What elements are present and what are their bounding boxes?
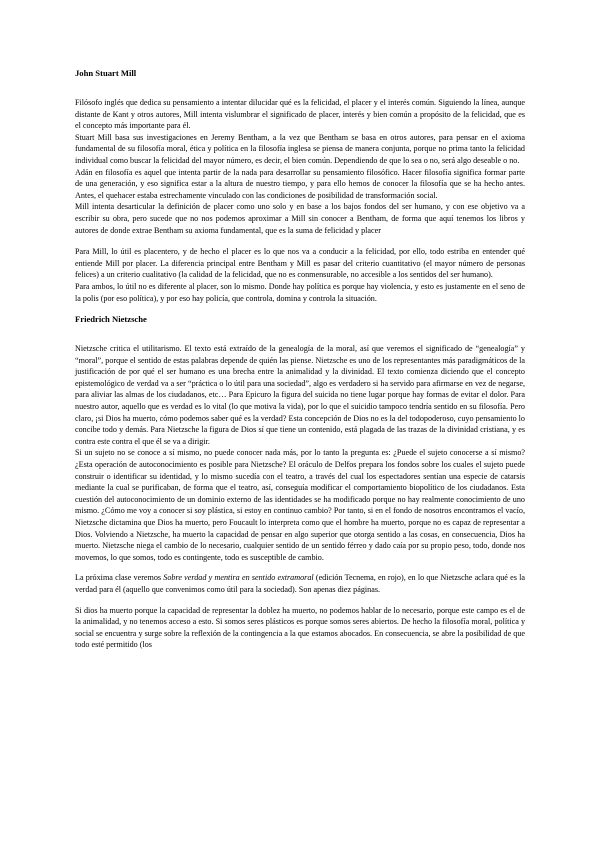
paragraph: Adán en filosofía es aquel que intenta partir de la nada para desarrollar su pensamiento filosófico. Hacer filosofía significa formar parte de una generación, y eso significa estar a la altura de nuestro tiempo, y para ello hemos de conocer la filosofía que se ha hecho antes. Antes, el quehacer estaba estrechamente vinculado con las condiciones de posibilidad de transformación social. <box>75 167 525 200</box>
text-run: La próxima clase veremos <box>75 573 164 583</box>
spacer <box>75 236 525 246</box>
paragraph: Filósofo inglés que dedica su pensamiento a intentar dilucidar qué es la felicidad, el placer y el interés común. Siguiendo la línea, aunque distante de Kant y otros autores, Mill intenta vislumbrar el significado de placer, interés y bien común a propósito de la felicidad, que es el concepto más importante para él. <box>75 98 525 131</box>
paragraph: Para ambos, lo útil no es diferente al placer, son lo mismo. Donde hay política es porque hay violencia, y esto es justamente en el seno de la polis (por eso política), y por eso hay policía, que controla, domina y controla la situación. <box>75 281 525 303</box>
section-heading-nietzsche: Friedrich Nietzsche <box>75 314 147 325</box>
spacer <box>75 304 525 314</box>
paragraph: Si un sujeto no se conoce a sí mismo, no puede conocer nada más, por lo tanto la pregunta es: ¿Puede el sujeto conocerse a sí mismo? ¿Esta operación de autoconocimiento es posible para Nietzsche? El oráculo de Delfos prepara los fondos sobre los cuales el sujeto puede construir o identificar su identidad, y lo mismo sucedía con el teatro, a través del cual los espectadores sentían una especie de catarsis mediante la cual se purificaban, de forma que el teatro, así, conseguía modificar el comportamiento biopolítico de los ciudadanos. Esta cuestión del autoconocimiento de un dominio externo de las identidades se ha modificado porque no hay realmente conocimiento de uno mismo. ¿Cómo me voy a conocer si soy plástica, si estoy en continuo cambio? Por tanto, si en el fondo de nosotros encontramos el vacío, Nietzsche dictamina que Dios ha muerto, pero Foucault lo interpreta como que el hombre ha muerto, porque no es capaz de representar a Dios. Volviendo a Nietzsche, ha muerto la capacidad de pensar en algo superior que otorga sentido a las cosas, en consecuencia, Dios ha muerto. Nietzsche niega el cambio de lo necesario, cualquier sentido de un sentido férreo y dado caía por su propio peso, todo, donde nos movemos, lo que somos, todo es contingente, todo es susceptible de cambio. <box>75 448 525 562</box>
text-run: (edición Tecnema, en rojo), en lo que Nietzsche aclara qué es la verdad para él (aquello que convenimos como útil para la sociedad). Son apenas diez páginas. <box>75 573 525 594</box>
book-title: Sobre verdad y mentira en sentido extramoral <box>163 573 314 583</box>
spacer <box>75 563 525 572</box>
paragraph: Stuart Mill basa sus investigaciones en Jeremy Bentham, a la vez que Bentham se basa en otros autores, para pensar en el axioma fundamental de su filosofía moral, ética y política en la filosofía inglesa se piensa de manera conjunta, porque no prima tanto la felicidad individual como buscar la felicidad del mayor número, es decir, el bien común. Dependiendo de que lo sea o no, será algo deseable o no. <box>75 132 525 165</box>
paragraph: Mill intenta desarticular la definición de placer como uno solo y en base a los bajos fondos del ser humano, y con ese objetivo va a escribir su obra, pero sucede que no nos podemos aproximar a Mill sin conocer a Bentham, de forma que aquí tenemos los libros y autores de donde extrae Bentham su axioma fundamental, que es la suma de felicidad y placer <box>75 202 525 235</box>
paragraph: Para Mill, lo útil es placentero, y de hecho el placer es lo que nos va a conducir a la felicidad, por ello, todo estriba en entender qué entiende Mill por placer. La diferencia principal entre Bentham y Mill es pasar del criterio cuantitativo (el mayor número de personas felices) a un criterio cualitativo (la calidad de la felicidad, que no es conmensurable, no accesible a los sentidos del ser humano). <box>75 247 525 280</box>
paragraph: Si dios ha muerto porque la capacidad de representar la doblez ha muerto, no podemos hablar de lo necesario, porque este campo es el de la animalidad, y no tenemos acceso a esto. Si somos seres plásticos es porque somos seres abiertos. De hecho la filosofía moral, política y social se encuentra y surge sobre la reflexión de la contingencia a la que estamos abocados. En consecuencia, se abre la posibilidad de que todo esté permitido (los <box>75 605 525 650</box>
spacer <box>75 596 525 605</box>
paragraph-with-title <box>75 572 525 595</box>
section-heading-mill: John Stuart Mill <box>75 68 137 78</box>
paragraph: Nietzsche critica el utilitarismo. El texto está extraído de la genealogía de la moral, así que veremos el significado de “genealogía” y “moral”, porque el sentido de estas palabras depende de quién las piense. Nietzsche es uno de los representantes más paradigmáticos de la justificación de por qué el ser humano es una brecha entre la animalidad y la divinidad. El texto comienza diciendo que el concepto epistemológico de verdad va a ser “práctica o lo útil para una sociedad”, algo es verdadero si ha servido para afirmarse en vez de negarse, para aliviar las almas de los ciudadanos, etc… Para Epicuro la figura del suicida no tiene lugar porque hay formas de evitar el dolor. Para nuestro autor, aquello que es verdad es lo vital (lo que motiva la vida), por lo que el suicidio tampoco tendría sentido en su filosofía. Pero claro, ¡si Dios ha muerto, cómo podemos saber qué es la verdad? Esta concepción de Dios no es la del todopoderoso, cuyo pensamiento lo concibe todo y demás. Para Nietzsche la figura de Dios sí que tiene un contenido, está plagada de las trazas de la divinidad cristiana, y es contra este contra el que él se va a dirigir. <box>75 344 525 446</box>
